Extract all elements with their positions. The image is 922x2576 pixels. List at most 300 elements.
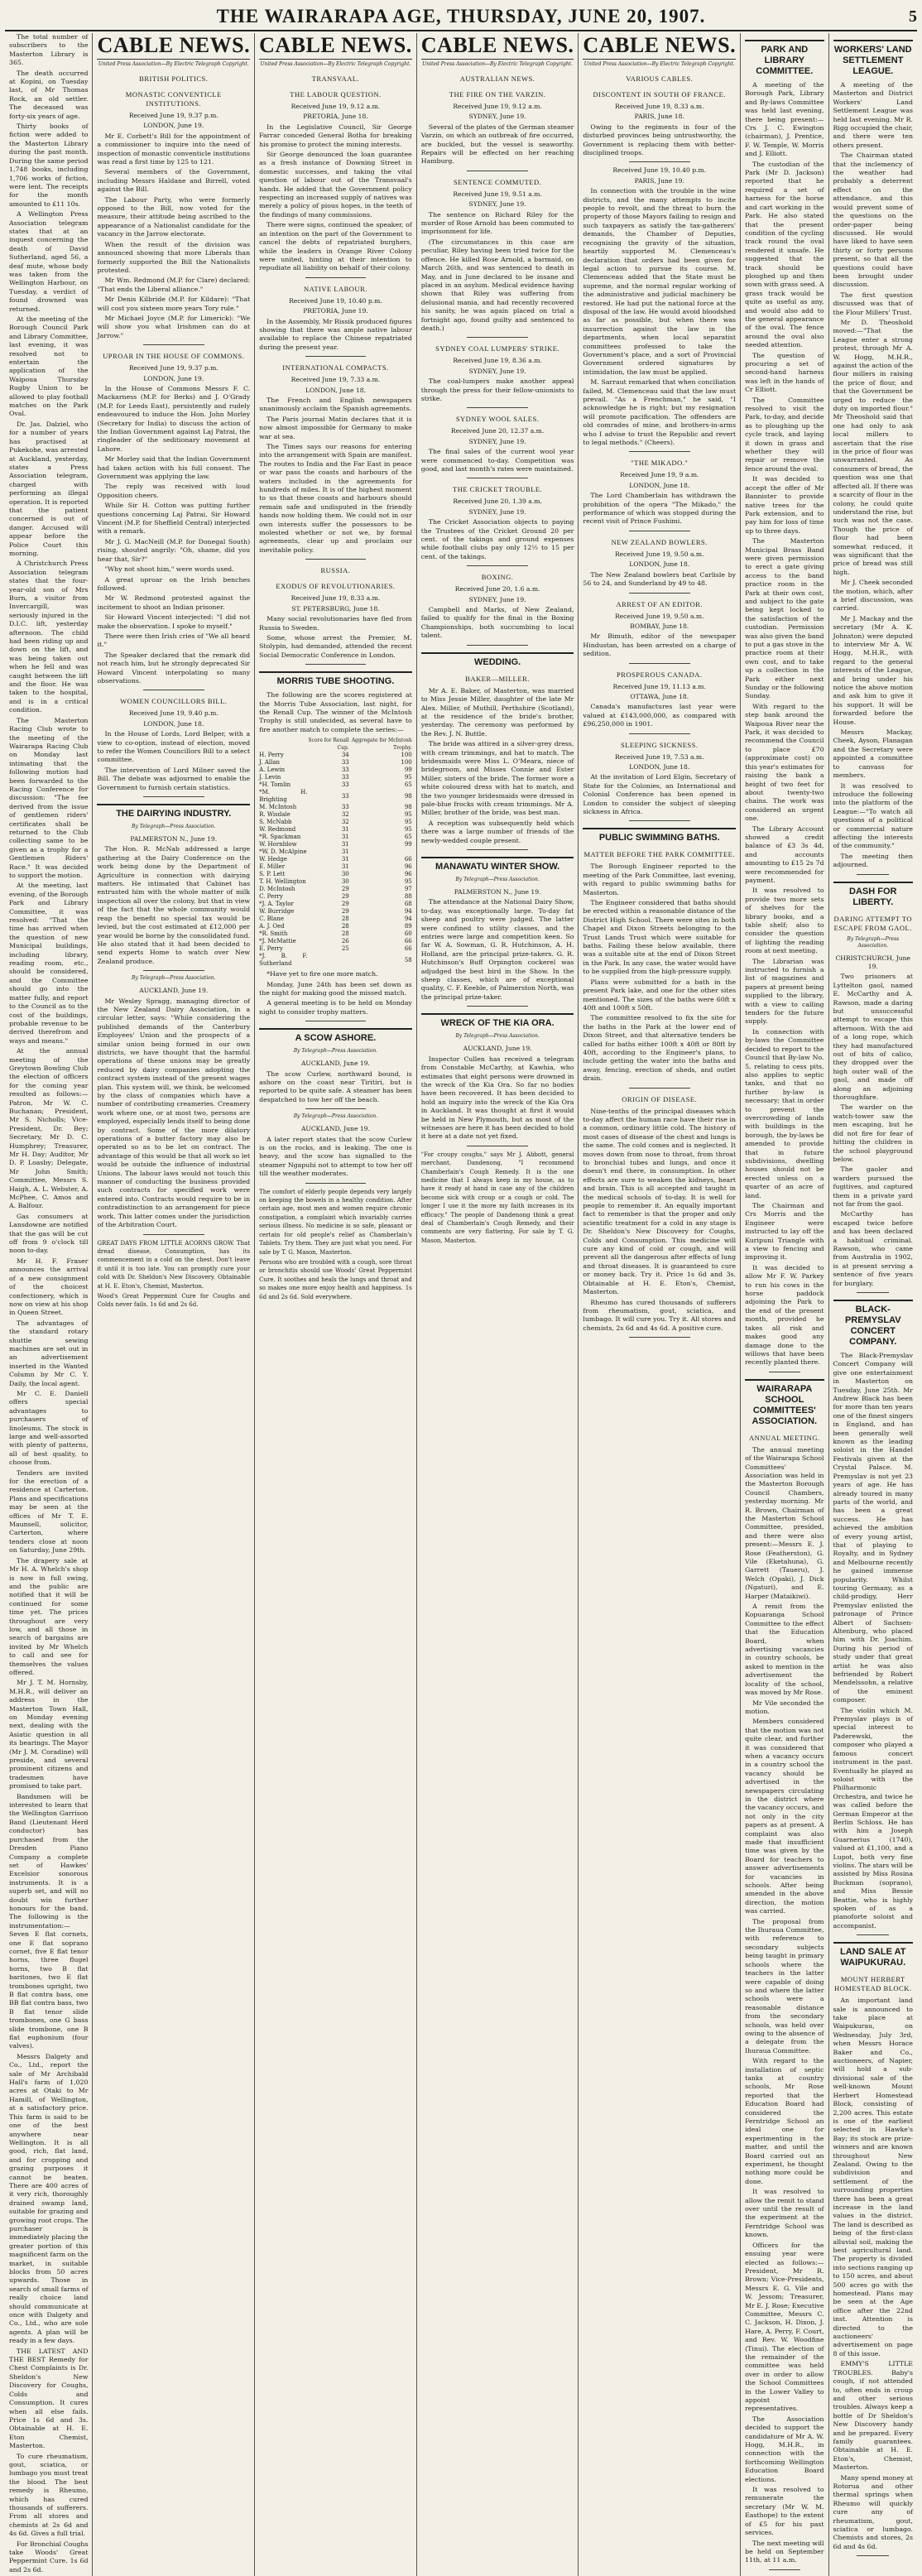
score-cell: C. Blane <box>259 916 284 923</box>
score-cell <box>307 953 348 968</box>
article-paragraph: Rheumo has cured thousands of sufferers from rheumatism, gout, sciatica, and lumbago. It will cure you. Try it. All stores and chemists, 2s 6d and 4s 6d. A positive cure. <box>583 1298 737 1332</box>
score-cell: 33 <box>341 774 349 781</box>
article-paragraph: A remit from the Kopuaranga School Committee to the effect that the Education Board, when advertising vacancies in country schools, be asked to mention in the advertisement the locality of the school, was moved by Mr Rose. <box>745 1603 824 1697</box>
section-heading: A SCOW ASHORE. <box>259 1028 412 1044</box>
dateline: ST. PETERSBURG, June 18. <box>291 604 380 613</box>
news-item: Gas consumers at Lansdowne are notified that the gas will be cut off from 9 o'clock till noon to-day. <box>9 1212 89 1255</box>
score-cell: 99 <box>404 767 412 774</box>
score-table-header-cell: Score for Renall Cup. <box>308 738 349 752</box>
score-cell: 29 <box>341 886 349 893</box>
received-time: Received June 19, 9 a.m. <box>620 471 699 479</box>
article-paragraph: Mr Bimuth, editor of the newspaper Hindustan, has been arrested on a charge of sedition. <box>583 632 737 658</box>
score-cell: 65 <box>404 834 412 841</box>
wire-credit: By Telegraph—Press Association. <box>847 935 900 949</box>
section-subtitle: DISCONTENT IN SOUTH OF FRANCE. <box>593 90 727 99</box>
article-paragraph: It was decided to accept the offer of Mr Bannister to provide native trees for the Park extension, and to pay him for loss of time up to three days. <box>745 475 824 535</box>
article-paragraph: Mr W. Redmond protested against the incitement to shoot an Indian prisoner. <box>97 594 251 611</box>
score-cell: T. H. Wellington <box>259 878 306 886</box>
article-paragraph: The attendance at the National Dairy Show, to-day, was exceptionally large. To-day fat sheep and poultry were judged. The latter were confined to utility classes, and the entries were large and competition keen. So far W. A. Sowman, G. R. Hutchinson, A. H. Holland, are the principal prize-takers. G. R. Hutchinson's Buff Orpington cockerel was adjudged the best bird in the Show. In the sheep classes, which are of exceptional quality, C. F. Keeble, of Palmerston North, was the principal prize-taker. <box>420 898 574 1001</box>
score-cell: M. McIntosh <box>259 804 297 811</box>
article-paragraph: Members considered that the motion was not quite clear, and further it was considered that when a vacancy occurs in a country school the vacancy should be advertised in the newspapers circulating in the district where the vacancy occurs, and not only in the city papers as at present. A complaint was also made that insufficient time was given by the Board for teachers to answer advertisements for vacancies in schools. After being amended in the above direction, the motion was carried. <box>745 1718 824 1915</box>
score-cell: 33 <box>341 804 349 811</box>
article-paragraph: The New Zealand bowlers beat Carlisle by 56 to 24, and Sunderland by 49 to 48. <box>583 570 737 588</box>
article-paragraph: It was resolved to introduce the following into the platform of the League:—"To watch all questions of a political or commercial nature affecting the interests of the community." <box>833 781 913 850</box>
article-paragraph: The following are the scores registered at the Morris Tube Association, last night, for the Renall Cup. The winner of the McIntosh Trophy is still undecided, as several have to fire another match to complete the series:— <box>259 691 412 733</box>
received-time: Received June 20, 1.39 a.m. <box>453 497 542 506</box>
score-table-header-cell <box>259 737 307 752</box>
section-subtitle: ANNUAL MEETING. <box>749 1433 820 1442</box>
article-paragraph: The Times says our reasons for entering into the arrangement with Spain are manifest. The routes to India and the Far East in peace or war pass the coasts and harbours of the waters included in the agreements for hundreds of miles. It is of the highest moment to us that these coasts and harbours should remain safe and undisputed in the friendly hands now holding them. We could not in our own interests suffer the possessors to be molested whether or not we, by formal agreements, clear up and proclaim our inevitable policy. <box>259 443 412 554</box>
section-subtitle: ORIGIN OF DISEASE. <box>622 1094 698 1103</box>
score-cell: 98 <box>404 804 412 811</box>
score-cell: 31 <box>341 856 349 863</box>
score-cell: 29 <box>341 901 349 908</box>
received-time: Received June 20, 1.6 a.m. <box>454 585 540 594</box>
score-cell: 100 <box>401 759 412 767</box>
score-cell: 29 <box>341 908 349 916</box>
section-divider <box>629 663 690 664</box>
article-paragraph: A great uproar on the Irish benches followed. <box>97 575 251 592</box>
score-cell: S. P. Lett <box>259 871 286 878</box>
news-item: Messrs Dalgety and Co., Ltd., report the sale of Mr Archibald Hall's farm of 1,020 acres at Otaki to Mr Hamill, of Wellington, at a satisfactory price. This farm is said to be one of the best anywhere near Wellington. It is all good, rich, flat land, and for cropping and grazing purposes it cannot be beaten. There are 400 acres of it very rich, thoroughly drained swamp land, suitable for grazing and growing root crops. The purchaser is immediately placing the greater portion of this magnificent farm on the market, in suitable blocks from 50 acres upwards. Those in search of small farms of really choice land should communicate at once with Dalgety and Co., Ltd., who are sole agents. A plan will be ready in a few days. <box>9 2052 89 2345</box>
score-cell <box>349 848 412 856</box>
section-divider <box>467 407 528 408</box>
score-table-row <box>259 893 412 901</box>
section-title: THE CRICKET TROUBLE. <box>453 485 543 494</box>
article-paragraph: Mr Morley said that the Indian Government had taken action with his full consent. The Government was applying the law. <box>97 455 251 481</box>
section-subtitle: THE LABOUR QUESTION. <box>290 90 382 99</box>
score-cell: J. Levin <box>259 774 281 781</box>
advertisement: The comfort of elderly people depends very largely on keeping the bowels in a healthy condition. After certain age, most men and women require chronic constipation, a complaint which invariably carries serious illness. No medicine is so safe, pleasant or certain for old people's relief as Chamberlain's Tablets. Try them. They are just what you need. For sale by T. G. Mason, Masterton. <box>259 1188 412 1256</box>
wire-credit: By Telegraph—Press Association. <box>293 1048 378 1055</box>
section-divider <box>857 1292 889 1293</box>
score-cell: 66 <box>404 938 412 945</box>
section-heading: WEDDING. <box>421 652 574 668</box>
article-paragraph: The next meeting will be held on September 11th, at 11 a.m. <box>745 2539 824 2564</box>
section-title: SENTENCE COMMUTED. <box>453 177 542 186</box>
article-paragraph: A later report states that the scow Curlew is on the rocks, and is leaking. The one is heavy, and the scow has signalled to the steamer Ngapuhi not to attempt to tow her off till the weather moderates. <box>259 1135 412 1178</box>
article-paragraph: The Cricket Association objects to paying the Trustees of the Cricket Ground 20 per cent. of the takings and ground expenses while football clubs pay only 12½ to 15 per cent. of the takings. <box>420 518 574 560</box>
article-paragraph: Inspector Cullen has received a telegram from Constable McCarthy, at Kawhia, who estimates that eight persons were drowned in the wreck of the Kia Ora. So far no bodies have been recovered. It has been decided to hold an inquiry into the wreck of the Kia Ora in Auckland. It was thought at first it would be held in New Plymouth, but as most of the witnesses are here it has been decided to hold it here at a date not yet fixed. <box>420 1055 574 1141</box>
dateline: LONDON, June 18. <box>629 762 690 771</box>
received-time: Received June 19, 9.51 a.m. <box>453 190 542 198</box>
article-paragraph: Messrs Mackay, Cheek, Ayson, Flanagan and the Secretary were appointed a committee to canvass for members. <box>833 728 913 780</box>
score-cell: *H. Tomlin <box>259 781 291 789</box>
score-cell: *W. D. McAlpine <box>259 848 307 856</box>
score-table-row <box>259 916 412 923</box>
score-cell: 98 <box>404 792 412 800</box>
article-paragraph: Plans were submitted for a bath in the present Park lake, and one for the other sites mentioned. The sizes of the baths were 60ft x 40ft and 100ft x 50ft. <box>583 978 737 1012</box>
dateline: LONDON, June 18. <box>629 481 690 489</box>
section-heading: WRECK OF THE KIA ORA. <box>421 1013 574 1029</box>
section-subtitle: THE FIRE ON THE VARZIN. <box>449 90 546 99</box>
score-cell: *R. Spackman <box>259 834 301 841</box>
wire-credit: By Telegraph—Press Association. <box>132 975 216 982</box>
section-divider <box>629 451 690 452</box>
score-cell: 65 <box>404 781 412 789</box>
wire-credit: United Press Association—By Electric Telegraph Copyright. <box>98 61 249 67</box>
news-item: The Masterton Racing Club wrote to the meeting of the Wairarapa Racing Club on Monday last intimating that the following motion had been forwarded to the Racing Conference for discussion: "The fee derived from the issue of gentlemen riders' certificates shall be returned to the Club collecting same to be given as a trophy for a Gentlemen Riders' Race." It was decided to support the motion. <box>9 716 89 879</box>
news-item: THE LATEST AND THE BEST Remedy for Chest Complaints is Dr. Sheldon's New Discovery for Coughs, Colds and Consumption. It cures when all else fails. Price 1s 6d and 3s. Obtainable at H. E. Eton Chemist, Masterton. <box>9 2347 89 2450</box>
score-cell: 99 <box>404 841 412 848</box>
score-cell: 66 <box>404 856 412 863</box>
column-3 <box>255 33 417 2576</box>
section-title: BRITISH POLITICS. <box>139 74 209 83</box>
article-paragraph: In the House of Commons Messrs F. C. Mackarness (M.P. for Berks) and J. O'Grady (M.P. for Leeds East), persistently and rudely endeavoured to induce the Hon. John Morley (Secretary for India) to discuss the action of the Indian Government against Laj Patrai, the ringleader of the seditionary movement at Lahore. <box>97 384 251 453</box>
article-paragraph: Campbell and Marks, of New Zealand, failed to qualify for the final in the Boxing Championships, both succumbing to local talent. <box>420 606 574 640</box>
article-paragraph: In the House of Lords, Lord Belper, with a view to co-option, instead of election, moved to refer the Women Councillors Bill to a select committee. <box>97 730 251 764</box>
section-divider <box>467 565 528 566</box>
news-item: At the meeting of the Borough Council Park and Library Committee, last evening, it was resolved not to entertain the application of the Waipoua Thursday Rugby Union to be allowed to play football matches on the Park Oval. <box>9 315 89 418</box>
dateline: LONDON, June 19. <box>143 374 204 382</box>
article-paragraph: The gaoler and warders pursued the fugitives, and captured them in a private yard not far from the gaol. <box>833 1165 913 1208</box>
section-title: INTERNATIONAL COMPACTS. <box>282 363 389 372</box>
section-title: SLEEPING SICKNESS. <box>620 740 699 749</box>
article-paragraph: A general meeting is to be held on Monday night to consider trophy matters. <box>259 999 412 1016</box>
article-paragraph: Mr D. Theoshold moved:—"That the League enter a strong protest, through Mr A. W. Hogg, M.H.R., against the action of the flour millers in raising the price of flour, and that the Government be urged to reduce the duty on imported flour." Mr Theoshold said that one had only to ask local millers to ascertain that the rise in the price of flour was unwarranted. As consumers of bread, the question was one that affected all. If there was a scarcity of flour in the colony, he could quite understand the rise, but such was not the case. Though the price of flour had been somewhat reduced, it was significant that the price of bread was still high. <box>833 318 913 576</box>
section-divider <box>629 1088 690 1089</box>
article-paragraph: McCarthy has escaped twice before and has been declared a habitual criminal. Rawson, who came from Australia in 1902, is at present serving a sentence of five years for burglary. <box>833 1210 913 1287</box>
score-table-row <box>259 856 412 863</box>
section-divider <box>143 970 204 971</box>
dateline: PARIS, June 18. <box>634 113 684 121</box>
article-paragraph: Mr Michael Joyce (M.P. for Limerick): "We will show you what Irishmen can do at Jarrow." <box>97 314 251 339</box>
section-divider <box>305 559 367 560</box>
news-item: Tenders are invited for the erection of a residence at Carterton. Plans and specifications may be seen at the offices of Mr T. E. Maunsell, solicitor, Carterton, where tenders close at noon on Saturday, June 29th. <box>9 1468 89 1555</box>
section-heading: LAND SALE AT WAIPUKURAU. <box>833 1942 913 1968</box>
score-cell: *J. A. Taylor <box>259 901 294 908</box>
section-subtitle: MOUNT HERBERT HOMESTEAD BLOCK. <box>834 1975 912 1993</box>
news-item: The drapery sale at Mr H. A. Whelch's shop is now in full swing, and the public are notified that it will be continued for some time yet. The prices throughout are very low, and all those in search of bargains are invited by Mr Whelch to call and see for themselves the values offered. <box>9 1556 89 1676</box>
score-cell: 89 <box>404 923 412 930</box>
article-paragraph: The Paris journal Matin declares that it is now almost impossible for Germany to make war at sea. <box>259 415 412 440</box>
article-paragraph: It was resolved to provide two more sets of shelves for the library books, and a table shelf; also to consider the question of lighting the reading room at next meeting. <box>745 887 824 955</box>
section-heading: MORRIS TUBE SHOOTING. <box>259 671 412 687</box>
article-paragraph: Canada's manufactures last year were valued at £143,000,000, as compared with £96,250,000 in 1901. <box>583 703 737 728</box>
received-time: Received June 19, 9.37 p.m. <box>128 112 218 119</box>
article-paragraph: A reception was subsequently held which there was a large number of friends of the newly-wedded couple present. <box>420 819 574 844</box>
article-paragraph: The coal-lumpers make another appeal through the press for their fellow-unionists to strike. <box>420 377 574 402</box>
article-paragraph: While Sir H. Cotton was putting further questions concerning Laj Patrai, Sir Howard Vincent (M.P. for Sheffield Central) interjected with a remark. <box>97 502 251 536</box>
score-cell: 32 <box>341 811 349 819</box>
score-table-row <box>259 781 412 789</box>
wire-credit: By Telegraph—Press Association. <box>132 824 216 830</box>
section-heading: WAIRARAPA SCHOOL COMMITTEES' ASSOCIATION. <box>745 1379 824 1427</box>
score-cell: 25 <box>341 945 349 953</box>
news-item: Mr H. F. Fraser announces the arrival of a new consignment of the choicest confectionery, which is now on view at his shop in Queen Street. <box>9 1257 89 1317</box>
section-divider <box>857 1934 889 1935</box>
news-item: Bandsmen will be interested to learn that the Wellington Garrison Band (Lieutenant Herd conductor) has purchased from the Dresden Piano Company a complete set of Hawkes' Excelsior sonorous instruments. It is a superb set, and will no doubt win further honours for the band. The following is the instrumentation:—Seven E flat cornets, one E flat soprano cornet, five E flat tenor horns, three flugel horns, two B flat baritones, two E flat trombones upright, two B flat contra bass, one BB flat contra bass, two B flat tenor slide trombones, one G bass slide trombone, one B flat euphonium (four valves). <box>9 1792 89 2050</box>
section-divider <box>629 161 690 162</box>
article-paragraph: In connection with by-laws the Committee decided to report to the Council that By-law No. 5, relating to cess pits, also applies to septic tanks, and that no further by-law is necessary; that in order to prevent the overcrowding of lands with buildings in the borough, the by-laws be amended to provide that in future subdivisions, dwelling houses should not be erected unless on a quarter of an acre of land. <box>745 1027 824 1199</box>
wire-credit: By Telegraph—Press Association. <box>455 877 540 882</box>
score-table-row <box>259 819 412 826</box>
section-title: PROSPEROUS CANADA. <box>617 670 703 679</box>
article-paragraph: Many social revolutionaries have fled from Russia to Sweden. <box>259 615 412 632</box>
score-cell: 60 <box>404 930 412 938</box>
article-paragraph: Mr Vile seconded the motion. <box>745 1699 824 1715</box>
article-paragraph: A meeting of the Borough Park, Library and By-laws Committee was held last evening, there being present:—Crs J. C. Ewington (chairman), J. Prentice, F. W. Temple, W. Morris and J. Elliott. <box>745 81 824 158</box>
score-cell: 31 <box>341 848 349 856</box>
score-cell: 33 <box>341 781 349 789</box>
score-cell: 88 <box>404 893 412 901</box>
score-cell: W. Hedge <box>259 856 287 863</box>
score-table <box>259 737 412 968</box>
section-subtitle: MATTER BEFORE THE PARK COMMITTEE. <box>583 850 735 859</box>
section-title: NATIVE LABOUR. <box>303 284 367 293</box>
article-paragraph: The proposal from the Ihuraua Committee, with reference to secondary subjects being taught in primary schools where the teachers in the latter were capable of doing so and where the latter schools were a reasonable distance from the secondary schools, was held over owing to the absence of a delegate from the Ihuraua Committee. <box>745 1917 824 2055</box>
received-time: Received June 19, 11.13 a.m. <box>612 682 706 690</box>
article-paragraph: Mr E. Corbett's Bill for the appointment of a commissioner to inquire into the need of inspection of monastic conventicle institutions was read a first time by 125 to 121. <box>97 132 251 166</box>
section-title: "THE MIKADO." <box>631 459 689 468</box>
score-table-row <box>259 841 412 848</box>
dateline: CHRISTCHURCH, June 19. <box>835 954 911 970</box>
news-columns <box>5 33 917 2574</box>
received-time: Received June 19, 8.36 a.m. <box>453 357 542 365</box>
news-item: A Wellington Press Association telegram states that at an inquest concerning the death of David Sutherland, aged 56, a deaf mute, whose body was taken from the Wellington Harbour, on Tuesday, a verdict of found drowned was returned. <box>9 210 89 313</box>
score-cell: 33 <box>341 767 349 774</box>
section-divider <box>629 820 690 821</box>
article-paragraph: The question of procuring a set of second-hand harness was left in the hands of Cr Elliott. <box>745 351 824 394</box>
article-paragraph: Mr Wesley Spragg, managing director of the New Zealand Dairy Association, in a circular letter, says: "While considering the published demands of the Canterbury Employees' Union and the prospects of a similar union being formed in our own districts, we have thought that the harmful operations of these unions may be greatly reduced by dairy companies adopting the contract system instead of the present wages plan. This system will, we think, be welcomed by the class of companies which have a number of contributing creameries. Creamery work where one, or at most two, persons are employed, especially lends itself to being done by contract. Some of the more dilatory operations of a butter factory may also be operated so as to be let on contract. The advantage of this would be that all work so let would be outside the influence of industrial Unions. The labour laws would not touch this manner of conducting the business provided such contracts for specified work were entered into. Contracts would require to be in contradistinction to an arrangement for piece work. This latter comes under the jurisdiction of the Arbitration Court. <box>97 997 251 1229</box>
dateline: PRETORIA, June 18. <box>303 113 368 121</box>
score-cell: 33 <box>341 759 349 767</box>
news-item: At the annual meeting of the Greytown Bowling Club the election of officers for the coming year resulted as follows:—Patron, Mr W. C. Buchanan; President, Mr S. Nicholls; Vice-President, Dr. Bey; Secretary, Mr D. C. Humphrey; Treasurer, Mr H. Day; Auditor, Mr D. P. Loasby; Delegate, Mr John Smith; Committee, Messrs S. Haigh, A. L. Webster, A. McPhee, C. Amos and A. Balfour. <box>9 1047 89 1210</box>
article-paragraph: When the result of the division was announced showing that more Liberals than formerly supported the Bill the Nationalists protested. <box>97 240 251 274</box>
received-time: Received June 19, 9.50 a.m. <box>614 550 704 558</box>
score-cell: A. Lewin <box>259 767 286 774</box>
score-table-row <box>259 848 412 856</box>
news-item: The total number of subscribers to the Masterton Library is 365. <box>9 33 89 67</box>
received-time: Received June 19, 8.33 a.m. <box>614 103 704 110</box>
score-cell: 94 <box>404 908 412 916</box>
section-title: AUSTRALIAN NEWS. <box>459 74 535 83</box>
section-title: SYDNEY COAL LUMPERS' STRIKE. <box>435 344 560 353</box>
article-paragraph: The Engineer considered that baths should be erected within a reasonable distance of the District High School. There were sites in both Chapel and Dixon Streets belonging to the Trust Lands Trust which were suitable for baths. Failing these below available, there was a suitable site at the end of Dixon Street in the Park. In any case, the water would have to be supplied from the high-pressure supply. <box>583 899 737 976</box>
article-paragraph: The sentence on Richard Riley for the murder of Rose Arnold has been commuted to imprisonment for life. <box>420 210 574 236</box>
score-table-row <box>259 953 412 968</box>
score-cell: 95 <box>404 819 412 826</box>
section-heading: DASH FOR LIBERTY. <box>833 882 913 908</box>
section-subtitle: BAKER—MILLER. <box>465 674 530 683</box>
article-paragraph: EMMY'S LITTLE TROUBLES. Baby's cough, if not attended to, often ends in croup and other serious troubles. Always keep a bottle of Dr Sheldon's New Discovery handy and be prepared. Every family guarantees. Obtainable at H. E. Eton's, Chemist, Masterton. <box>833 2360 913 2472</box>
received-time: Received June 19, 9.40 p.m. <box>128 709 218 718</box>
article-paragraph: There were signs, continued the speaker, of an intention on the part of the Government to cancel the debts of repatriated burghers, while the leaders in Orange River Colony were united, hinting at their intention to repudiate all liability on behalf of their colony. <box>259 221 412 272</box>
section-heading: BLACK-PREMYSLAV CONCERT COMPANY. <box>833 1300 913 1348</box>
article-paragraph: An important land sale is announced to take place at Waipukurau, on Wednesday, July 3rd, when Messrs Horace Baker and Co., auctioneers, of Napier, will hold a sub-divisional sale of the well-known Mount Herbert Homestead Block, consisting of 2,200 acres. This estate is one of the earliest selected in Hawke's Bay; its stock are prize-winners and are known throughout New Zealand. Owing to the subdivision and settlement of the surrounding properties there has been a great increase in the land values in the district. The land is described as being of the first-class alluvial soil, making the best agricultural land. The property is divided into sections ranging up to 150 acres, and about 500 acres go with the homestead. Plans may be seen at the Age office after the 22nd inst. Attention is directed to the auctioneers' advertisement on page 8 of this issue. <box>833 1997 913 2357</box>
score-table-row <box>259 878 412 886</box>
article-paragraph: In the Legislative Council, Sir George Farrar conceded General Botha for breaking his promise to protect the mining interests. <box>259 123 412 148</box>
section-heading: PUBLIC SWIMMING BATHS. <box>583 828 736 843</box>
score-table-row <box>259 834 412 841</box>
article-paragraph: The Chairman and Crs Morris and the Engineer were instructed to lay off the Kuripuni Triangle with a view to fencing and improving it. <box>745 1202 824 1262</box>
article-paragraph: The first question discussed was that of the Flour Millers' Trust. <box>833 291 913 316</box>
score-cell: 31 <box>341 841 349 848</box>
article-paragraph: The Labour Party, who were formerly opposed to the Bill, now voted for the measure, their attitude being ascribed to the appearance of a Nationalist candidate for the vacancy in the Jarrow electorate. <box>97 195 251 238</box>
score-table-row <box>259 886 412 893</box>
score-cell: 30 <box>341 878 349 886</box>
dateline: OTTAWA, June 18. <box>630 692 689 700</box>
score-table-row <box>259 930 412 938</box>
section-title: VARIOUS CABLES. <box>626 74 694 83</box>
article-paragraph: *Have yet to fire one more match. <box>267 970 378 978</box>
score-cell: 28 <box>341 930 349 938</box>
article-paragraph: The Black-Premyslav Concert Company will give one entertainment in Masterton on Tuesday, June 25th. Mr Andrew Black has been for more than ten years one of the finest singers in England, and has been generally well known as the leading soloist in the Handel Festivals given at the Crystal Palace. M. Premyslav is not yet 23 years of age. He has already toured in many parts of the world, and has been a great success. He has achieved the ambition of every young artist, that of playing to Royalty, and in Sydney and Melbourne recently he gained immense popularity. Whilst touring Germany, as a child-prodigy, Herr Premyslav enlisted the patronage of Prince Albert of Sachsen-Altenburg, who placed him with Dr. Joachim. During his period of study under that great artist he was also befriended by Robert Mendelssohn, a relative of the eminent composer. <box>833 1352 913 1704</box>
score-cell: 28 <box>341 916 349 923</box>
score-table-row <box>259 863 412 871</box>
score-cell: E. Miller <box>259 863 286 871</box>
article-paragraph: The meeting then adjourned. <box>833 852 913 869</box>
score-cell: 68 <box>404 901 412 908</box>
section-divider <box>143 1234 204 1235</box>
section-divider <box>305 356 367 357</box>
article-paragraph: The Borough Engineer reported to the meeting of the Park Committee, last evening, with regard to public swimming baths for Masterton. <box>583 863 737 896</box>
dateline: SYDNEY, June 19. <box>468 367 526 375</box>
article-paragraph: It was decided to allow Mr F. W. Parkey to run his cows in the horse paddock adjoining the Park to the end of the present month, provided he takes all risk and makes good any damage done to the willows that have been recently planted there. <box>745 1263 824 1367</box>
score-cell: W. Burridge <box>259 908 295 916</box>
column-4 <box>417 33 579 2576</box>
score-cell: C. Perry <box>259 893 283 901</box>
section-subtitle: EXODUS OF REVOLUTIONARIES. <box>276 582 396 591</box>
dateline: SYDNEY, June 19. <box>468 437 526 445</box>
article-paragraph: The Association decided to support the candidature of Mr A. W. Hogg, M.H.R., in connection with the forthcoming Wellington Education Board elections. <box>745 2415 824 2483</box>
received-time: Received June 20, 12.37 a.m. <box>450 427 545 435</box>
article-paragraph: Sir Howard Vincent interjected: "I did not make the observation. I spoke to myself." <box>97 613 251 630</box>
score-cell: 97 <box>404 886 412 893</box>
score-table-row <box>259 938 412 945</box>
wire-credit: United Press Association—By Electric Telegraph Copyright. <box>583 61 735 67</box>
section-title: UPROAR IN THE HOUSE OF COMMONS. <box>103 352 245 361</box>
received-time: Received June 19, 9.50 a.m. <box>614 612 704 620</box>
article-paragraph: The Lord Chamberlain has withdrawn the prohibition of the opera "The Mikado," the performance of which was stopped during the recent visit of Prince Fushimi. <box>583 492 737 526</box>
section-divider <box>629 593 690 594</box>
article-paragraph: The scow Curlew, northward bound, is ashore on the coast near Tiritiri, but is reported to be quite safe. A steamer has been despatched to tow her off the beach. <box>259 1069 412 1103</box>
article-paragraph: With regard to the installation of septic tanks at country schools, Mr Rose reported that the Education Board had considered the Ferntridge School an ideal one for experimenting in the matter, and until the Board carried out an experiment, he thought nothing more could be done. <box>745 2057 824 2185</box>
score-cell: S. McNabb <box>259 819 292 826</box>
cable-news-heading: CABLE NEWS. <box>583 33 736 60</box>
section-title: BOXING. <box>481 573 514 582</box>
section-divider <box>143 796 204 797</box>
score-cell: A. J. Oed <box>259 923 285 930</box>
score-cell: 96 <box>404 863 412 871</box>
dateline: BOMBAY, June 18. <box>630 622 689 630</box>
section-title: SYDNEY WOOL SALES. <box>455 415 540 424</box>
article-paragraph: Nine-tenths of the principal diseases which to-day affect the human race have their rise in a common, ordinary little cold. The history of most cases of disease of the chest and lungs is the same. The cold comes and is neglected. It moves down from nose to throat, from throat to bronchial tubes and lungs, and once it doesn't end there, in consumption. In other effects are sure to weaken the kidneys, heart and brain. This is all accepted and taught in the medical schools of to-day. It is well for people to remember it. An equally important fact to remember is that the proper and only scientific treatment for a cold in any stage is Dr. Sheldon's New Discovery for Coughs, Colds and Consumption. This medicine will cure any kind of cold or cough, and will prevent all the dangerous after effects of lung and throat diseases. It is guaranteed to cure or money back. Try it. Price 1s 6d and 3s. Obtainable at H. E. Eton's, Chemist, Masterton. <box>583 1107 737 1296</box>
cable-news-heading: CABLE NEWS. <box>421 33 574 60</box>
score-cell: 28 <box>341 923 349 930</box>
dateline: PRETORIA, June 19. <box>303 307 368 315</box>
score-cell: 95 <box>404 811 412 819</box>
received-time: Received June 19, 9.37 p.m. <box>128 364 218 372</box>
section-heading: THE DAIRYING INDUSTRY. <box>97 804 250 819</box>
score-cell: 95 <box>404 826 412 834</box>
score-cell: D. McIntosh <box>259 886 295 893</box>
article-paragraph: Mr J. Mackay and the secretary (Mr A. K. Johnston) were deputed to interview Mr A. W. Hogg, M.H.R., with regard to the general interests of the League, and bring under his notice the above motion and ask him to give it his support. It will be forwarded before the House. <box>833 614 913 726</box>
score-cell: 31 <box>341 826 349 834</box>
advertisement: GREAT DAYS FROM LITTLE ACORNS GROW. That dread disease, Consumption, has its commencement in a cold on the chest. Don't leave it until it is too late. You can promptly cure your cold with Dr. Sheldon's New Discovery. Obtainable at H. E. Eton's, Chemist, Masterton. <box>97 1239 251 1290</box>
score-cell: 32 <box>341 819 349 826</box>
article-paragraph: Mr A. E. Baker, of Masterton, was married to Miss Jessie Miller, daughter of the late Mr Alex. Miller, of Muthill, Perthshire (Scotland), at the residence of the bride's brother, yesterday. The ceremony was performed by the Rev. J. N. Buttle. <box>420 686 574 738</box>
dateline: LONDON, June 19. <box>143 122 204 130</box>
article-paragraph: The intervention of Lord Milner saved the Bill. The debate was adjourned to enable the Government to furnish certain statistics. <box>97 766 251 791</box>
score-cell: J. Allan <box>259 759 281 767</box>
column-2 <box>93 33 255 2576</box>
dateline: AUCKLAND, June 19. <box>300 1125 370 1133</box>
news-item: A Christchurch Press Association telegram states that the four-year-old son of Mrs Burn, a visitor from Invercargill, was seriously injured in the D.I.C. lift, yesterday afternoon. The child had been riding up and down on the lift, and was being taken out when he fell and was caught between the lift and the floor. He was taken to the hospital, and is in a critical condition. <box>9 560 89 714</box>
article-paragraph: The French and English newspapers unanimously acclaim the Spanish agreements. <box>259 396 412 413</box>
article-paragraph: It was resolved to allow the remit to stand over until the result of the experiment at the Ferntridge School was known. <box>745 2188 824 2239</box>
article-paragraph: Monday, June 24th has been set down as the night for making good the missed match. <box>259 980 412 997</box>
article-paragraph: Some, whose arrest the Premier, M. Stolypin, had demanded, attended the recent Social Democratic Conference in London. <box>259 633 412 659</box>
score-cell: 34 <box>341 752 349 759</box>
score-cell: 94 <box>404 916 412 923</box>
article-paragraph: Many spend money at Rotorua and other thermal springs when Rheumo will quickly cure any of rheumatism, gout, sciatica or lumbago. Chemists and stores, 2s 6d and 4s 6d. <box>833 2473 913 2550</box>
article-paragraph: Officers for the ensuing year were elected as follows:—President, Mr R. Brown; Vice-Presidents, Messrs E. G. Vile and W. Jessom; Treasurer, Mr E. J. Rose; Executive Committee, Messrs C. C. Jackson, H. Dixon, J. Hare, A. Perry, F. Court, and Rev. W. Woodfine (Tinui). The election of the remainder of the committee was held over in order to allow the School Committees in the Lower Valley to appoint representatives. <box>745 2241 824 2413</box>
score-table-row <box>259 945 412 953</box>
column-1 <box>5 33 93 2576</box>
score-table-header-cell: Aggregate for McIntosh Trophy. <box>351 738 412 752</box>
received-time: Received June 19, 9.12 a.m. <box>291 103 381 110</box>
section-divider <box>305 664 367 665</box>
news-item: Mr J. T. M. Hornsby, M.H.R., will deliver an address in the Masterton Town Hall, on Monday evening next, dealing with the Asiatic question in all its bearings. The Mayor (Mr J. M. Coradine) will preside, and several prominent citizens and tradesmen have promised to take part. <box>9 1679 89 1790</box>
article-paragraph: The bride was attired in a silver-grey dress, with cream trimmings, and hat to match. The bridesmaids were Miss L. O'Meara, niece of bridegroom, and Misses Connie and Ester Miller, sisters of the bride. The former wore a white coloured dress with hat to match, and the two younger bridesmaids were dressed in pale-blue frocks with cream trimmings. Mr A. Miller, brother of the bride, was best man. <box>420 740 574 817</box>
dateline: AUCKLAND, June 19. <box>463 1045 532 1053</box>
article-paragraph: Mr J. Cheek seconded the motion, which, after a brief discussion, was carried. <box>833 579 913 613</box>
article-paragraph: The reply was received with loud Opposition cheers. <box>97 483 251 499</box>
score-table-row <box>259 826 412 834</box>
score-table-row <box>259 759 412 767</box>
news-item: Dr. Jas. Dalziel, who for a number of years has practised at Pukekohe, was arrested at Auckland, yesterday, states a Press Association telegram, charged with performing an illegal operation. It is reported that the patient concerned is out of danger. Accused will appear before the Police Court this morning. <box>9 420 89 557</box>
wire-credit: By Telegraph—Press Association. <box>293 1113 378 1120</box>
article-paragraph: The Masterton Municipal Brass Band were given permission to erect a gate giving access to the band practice room in the Park at their own cost, and subject to the gate being kept locked to the satisfaction of the custodian. Permission was also given the band to put a gas stove in the practice room at their own cost, and to take up a collection in the Park either next Sunday or the following Sunday. <box>745 537 824 700</box>
column-6 <box>741 33 828 2576</box>
advertisement: Persons who are troubled with a cough, sore throat or bronchitis should use Woods' Great Peppermint Cure. It soothes and heals the lungs and throat and so makes one more enjoy health and happiness. 1s 6d and 2s 6d. Sold everywhere. <box>259 1258 412 1300</box>
article-paragraph: The final sales of the current wool year were commenced to-day. Competition was good, and last month's rates were maintained. <box>420 448 574 473</box>
article-paragraph: The custodian of the Park (Mr D. Jackson) reported that he required a set of harness for the horse and cart working in the Park. He also stated that the present condition of the cycling track round the oval rendered it unsafe. He suggested that the track should be ploughed up and then sown with grass seed. A grass track would be quite as useful as any, and would also add to the general appearance of the oval. The fence around the oval also needed attention. <box>745 160 824 349</box>
cable-news-heading: CABLE NEWS. <box>97 33 250 60</box>
article-paragraph: Several of the plates of the German steamer Varzin, on which an outbreak of fire occurred, are buckled, but the vessel is seaworthy. Repairs will be effected on her reaching Hamburg. <box>420 123 574 166</box>
section-divider <box>305 1108 367 1109</box>
section-divider <box>629 1337 690 1338</box>
masthead <box>5 3 917 31</box>
score-cell: *J. McMattie <box>259 938 296 945</box>
section-title: RUSSIA. <box>320 566 351 575</box>
score-cell: *R. Smith <box>259 930 288 938</box>
article-paragraph: At the invitation of Lord Elgin, Secretary of State for the Colonies, an International and Colonial Conference has been opened in London to consider the subject of sleeping sickness in Africa. <box>583 773 737 815</box>
section-title: NEW ZEALAND BOWLERS. <box>611 537 708 546</box>
news-item: For Bronchial Coughs take Woods' Great Peppermint Cure. 1s 6d and 2s 6d. <box>9 2540 89 2574</box>
score-table-row <box>259 871 412 878</box>
section-title: TRANSVAAL. <box>311 74 360 83</box>
article-paragraph: Owing to the regiments in four of the disturbed provinces being untrustworthy, the Government is replacing them with better-disciplined troops. <box>583 123 737 157</box>
dateline: PALMERSTON N., June 19. <box>130 835 218 843</box>
article-paragraph: The warder on the watch-tower saw the men escaping, but he did not fire for fear of hitting the children in the school playground below. <box>833 1103 913 1163</box>
column-7 <box>829 33 917 2576</box>
section-divider <box>467 849 528 850</box>
article-paragraph: (The circumstances in this case are peculiar, Riley having been tried twice for the offence. He killed Rose Arnold, a barmaid, on March 26th, and was sentenced to death in May, and in June declared to be insane and placed in an asylum. Medical evidence having shown that Riley was suffering from delusional mania, and had recently recovered his sanity, he was again placed on trial a fortnight ago, found guilty and sentenced to death.) <box>420 238 574 332</box>
score-cell: 29 <box>341 893 349 901</box>
score-table-row <box>259 774 412 781</box>
article-paragraph: The Committee resolved to visit the Park, to-day, and decide as to ploughing up the cycle track, and laying it down in grass and whether they will repair or remove the fence around the oval. <box>745 396 824 473</box>
article-paragraph: A meeting of the Masterton and District Workers' Land Settlement League was held last evening. Mr R. Rigg occupied the chair, and there were ten others present. <box>833 81 913 149</box>
wire-credit: United Press Association—By Electric Telegraph Copyright. <box>260 61 411 67</box>
score-cell: *J. B. F. Sutherland <box>259 953 308 968</box>
dateline: SYDNEY, June 19. <box>468 200 526 209</box>
section-divider <box>305 1183 367 1184</box>
dateline: AUCKLAND, June 19. <box>139 987 209 995</box>
score-table-row <box>259 923 412 930</box>
article-paragraph: The Speaker declared that the remark did not reach him, but he strongly deprecated Sir Howard Vincent interpolating so many observations. <box>97 651 251 685</box>
